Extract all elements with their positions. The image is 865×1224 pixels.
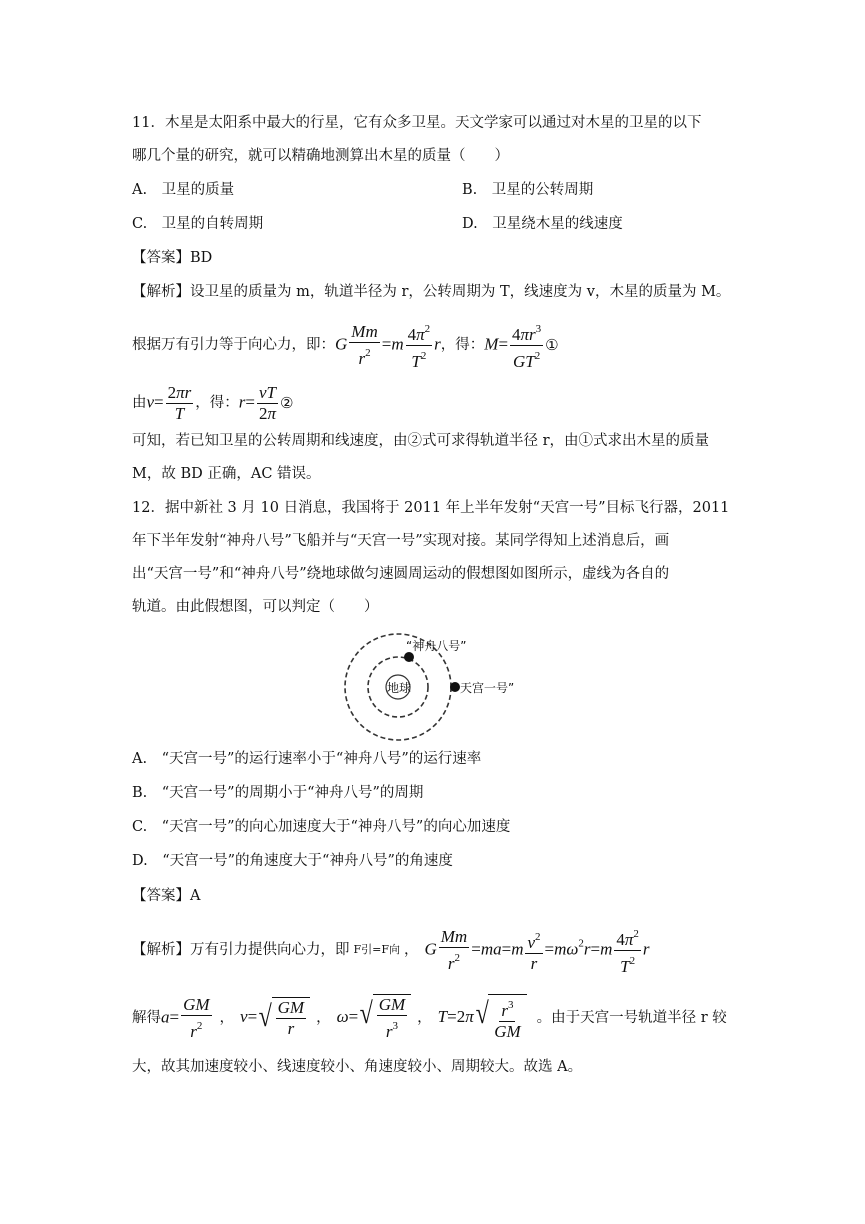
centripetal-equation: G $\frac{Mm}{r^2}$ =ma=m $\frac{v^2}{r}$ $=m\omega^2r=m$ $\frac{4\pi^2}{T^2}$ r: [424, 924, 649, 977]
equation-marker-1: ①: [545, 336, 559, 354]
q12-stem-line-1: 12．据中新社 3 月 10 日消息，我国将于 2011 年上半年发射“天宫一号”目标飞行器，2011: [132, 500, 730, 516]
earth-label: 地球: [387, 681, 412, 695]
q11-analysis-line-4: 可知，若已知卫星的公转周期和线速度，由②式可求得轨道半径 r，由①式求出木星的质量: [132, 433, 710, 449]
q11-analysis-3-mid: ，得：: [195, 395, 239, 411]
q12-answer: 【答案】A: [132, 888, 201, 904]
radius-equation: r= $\frac{vT}{2\pi}$: [238, 382, 277, 423]
q12-analysis-2-prefix: 解得: [132, 1010, 161, 1026]
velocity-equation: v= $\frac{2\pi r}{T}$: [146, 382, 192, 423]
q11-answer: 【答案】BD: [132, 250, 213, 266]
q12-analysis-line-2: 解得 a= $\frac{GM}{r^2}$ ， v= √ $\frac{GM}{r}$ ， ω= √ $\frac{GM}{r^3}$ ， T=2π √ $\frac{r^3}{GM}$ 。由于天宫一号轨道半径 r 较: [132, 994, 727, 1041]
q11-option-b: B. 卫星的公转周期: [462, 182, 594, 198]
equation-marker-2: ②: [280, 394, 294, 412]
speed-equation: v= √ $\frac{GM}{r}$: [240, 997, 310, 1039]
force-equality: F引=F向: [353, 943, 400, 956]
q12-option-c: C. “天宫一号”的向心加速度大于“神舟八号”的向心加速度: [132, 819, 511, 835]
q11-analysis-line-3: [132, 380, 293, 426]
q11-analysis-line-1: 【解析】设卫星的质量为 m，轨道半径为 r，公转周期为 T，线速度为 v，木星的质量为 M。: [132, 284, 731, 300]
q12-analysis-1-comma: ，: [403, 942, 419, 958]
q12-stem-line-4: 轨道。由此假想图，可以判定（ ）: [132, 599, 379, 615]
acceleration-equation: a= $\frac{GM}{r^2}$: [161, 994, 210, 1041]
q11-analysis-line-5: M，故 BD 正确，AC 错误。: [132, 466, 321, 482]
q12-stem-line-2: 年下半年发射“神舟八号”飞船并与“天宫一号”实现对接。某同学得知上述消息后，画: [132, 533, 670, 549]
q11-analysis-line-2: [132, 321, 559, 371]
tiangong-satellite-icon: [450, 682, 460, 692]
q11-option-c: C. 卫星的自转周期: [132, 216, 264, 232]
q12-analysis-2-suffix: 。由于天宫一号轨道半径 r 较: [536, 1010, 727, 1026]
q11-option-d: D. 卫星绕木星的线速度: [462, 216, 623, 232]
q12-analysis-1-prefix: 【解析】万有引力提供向心力，即: [132, 942, 350, 958]
shenzhou-label: “神舟八号”: [406, 639, 467, 653]
q11-option-a: A. 卫星的质量: [132, 182, 235, 198]
shenzhou-satellite-icon: [404, 652, 414, 662]
q12-option-d: D. “天宫一号”的角速度大于“神舟八号”的角速度: [132, 853, 453, 869]
q12-analysis-line-1: [132, 925, 650, 975]
q12-option-b: B. “天宫一号”的周期小于“神舟八号”的周期: [132, 785, 424, 801]
q11-analysis-2-mid: ，得：: [440, 337, 485, 353]
q11-stem-line-2: 哪几个量的研究，就可以精确地测算出木星的质量（ ）: [132, 148, 509, 164]
period-equation: T=2π √ $\frac{r^3}{GM}$: [438, 994, 527, 1042]
q11-analysis-3-prefix: 由: [132, 395, 147, 411]
angular-velocity-equation: ω= √ $\frac{GM}{r^3}$: [337, 994, 412, 1042]
q11-analysis-2-prefix: 根据万有引力等于向心力，即：: [132, 337, 335, 353]
q12-stem-line-3: 出“天宫一号”和“神舟八号”绕地球做匀速圆周运动的假想图如图所示，虚线为各自的: [132, 566, 670, 582]
q12-option-a: A. “天宫一号”的运行速率小于“神舟八号”的运行速率: [132, 751, 482, 767]
tiangong-label: 天宫一号”: [460, 681, 515, 695]
q12-analysis-line-3: 大，故其加速度较小、线速度较小、角速度较小、周期较大。故选 A。: [132, 1059, 583, 1075]
orbit-diagram: [340, 630, 520, 745]
mass-equation: M= $\frac{4\pi r^3}{GT^2}$: [484, 319, 545, 372]
gravity-equation: G $\frac{Mm}{r^2}$ =m $\frac{4\pi^2}{T^2}$ r: [335, 319, 441, 372]
q11-stem-line-1: 11．木星是太阳系中最大的行星，它有众多卫星。天文学家可以通过对木星的卫星的以下: [132, 115, 702, 131]
